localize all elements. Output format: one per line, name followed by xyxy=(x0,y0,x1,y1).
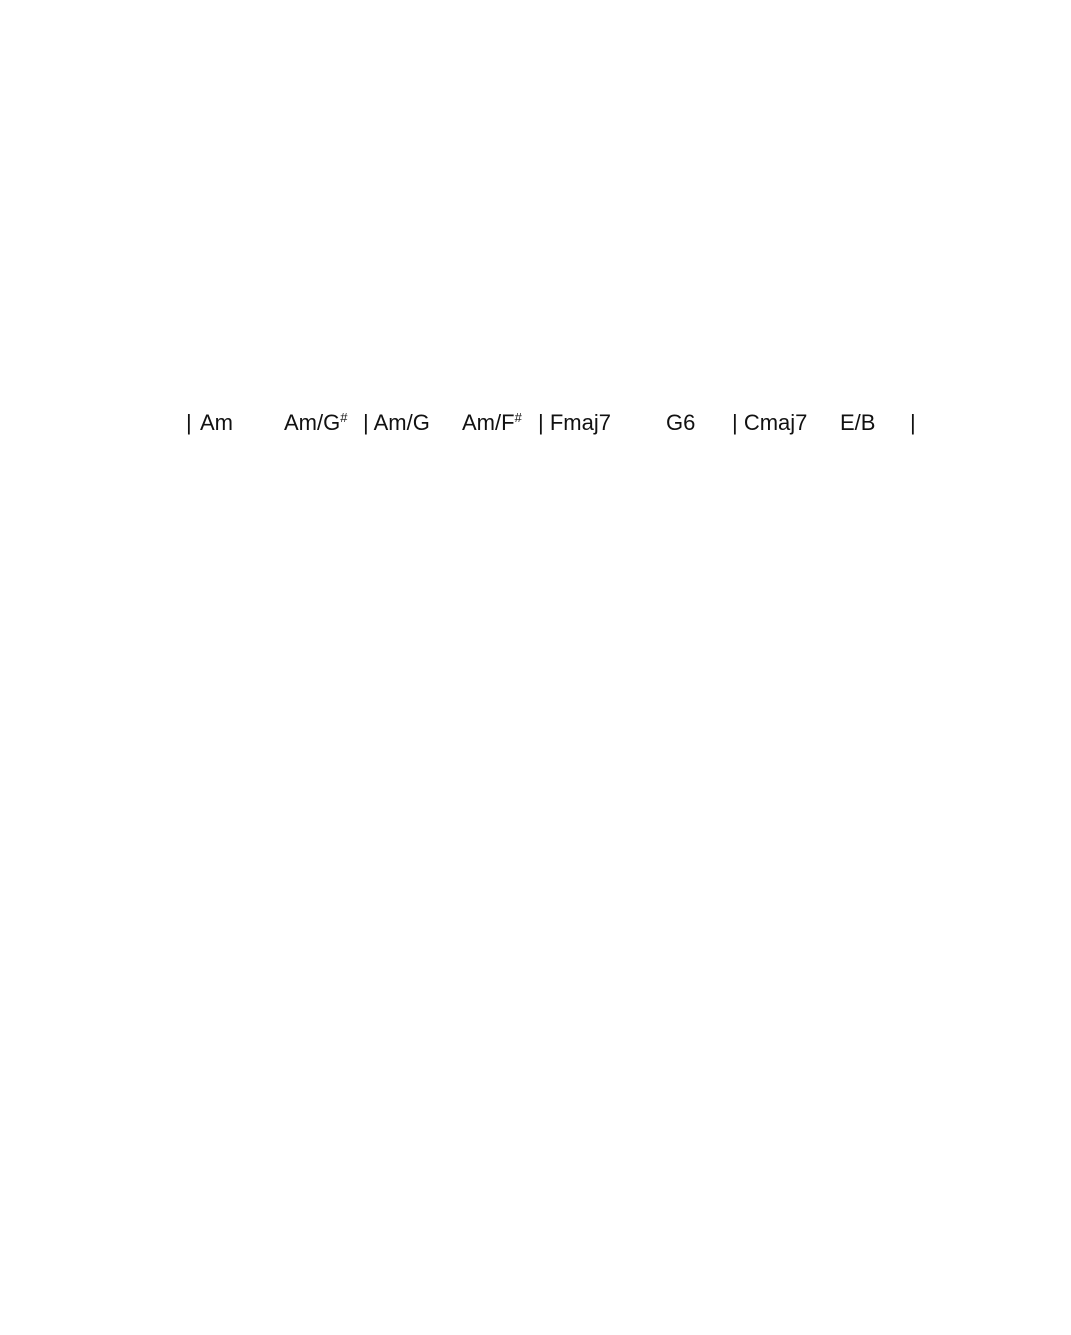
tab-staff xyxy=(0,0,1071,410)
